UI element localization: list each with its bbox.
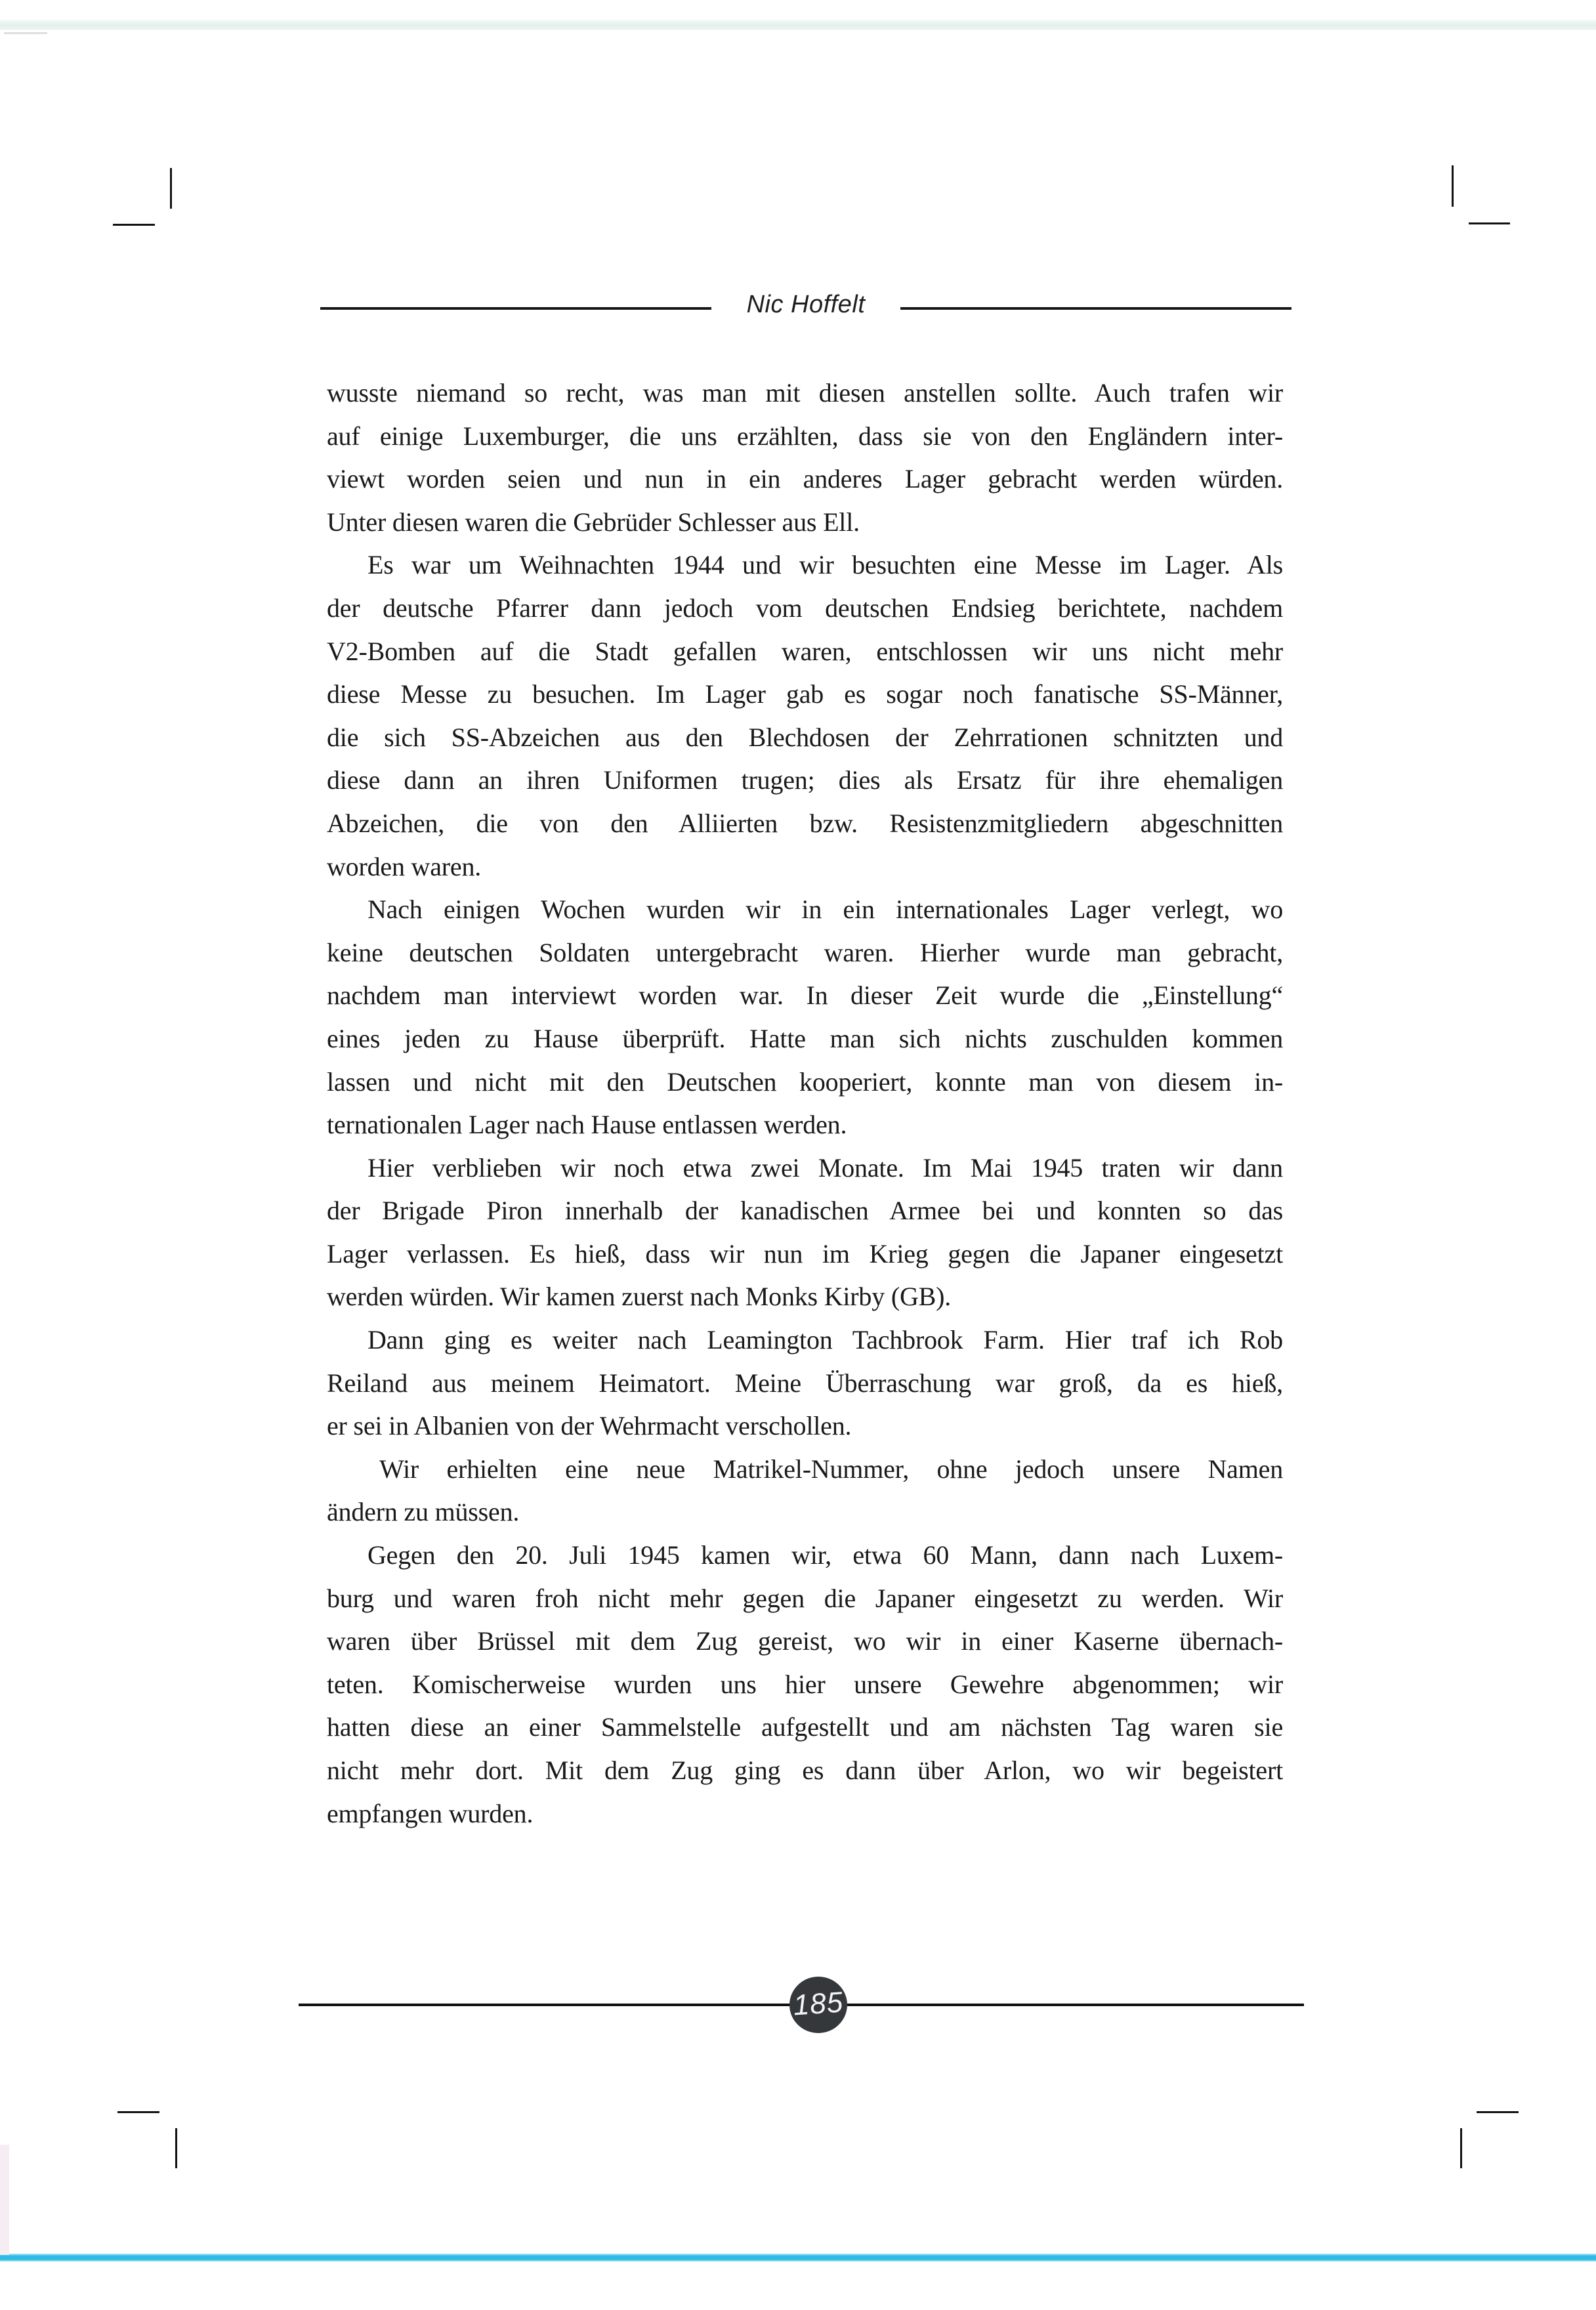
body-line: hatten diese an einer Sammelstelle aufgestellt und am nächsten Tag waren sie: [327, 1712, 1283, 1742]
header-rule-left: [320, 307, 711, 310]
body-line: eines jeden zu Hause überprüft. Hatte man sich nichts zuschulden kommen: [327, 1023, 1283, 1053]
body-line: Wir erhielten eine neue Matrikel-Nummer, ohne jedoch unsere Namen: [379, 1454, 1283, 1484]
crop-mark-top-left-vertical: [170, 168, 172, 209]
running-header-author: Nic Hoffelt: [746, 291, 866, 318]
body-line: wusste niemand so recht, was man mit diesen anstellen sollte. Auch trafen wir: [327, 378, 1283, 408]
body-line: ändern zu müssen.: [327, 1497, 520, 1527]
body-line: burg und waren froh nicht mehr gegen die Japaner eingesetzt zu werden. Wir: [327, 1583, 1283, 1613]
page-number: 185: [792, 1986, 845, 2022]
body-line: lassen und nicht mit den Deutschen kooperiert, konnte man von diesem in-: [327, 1066, 1283, 1097]
body-line: die sich SS-Abzeichen aus den Blechdosen der Zehrrationen schnitzten und: [327, 722, 1283, 752]
body-line: viewt worden seien und nun in ein anderes Lager gebracht werden würden.: [327, 464, 1283, 494]
body-line: Es war um Weihnachten 1944 und wir besuchten eine Messe im Lager. Als: [368, 550, 1283, 580]
crop-mark-bottom-left-horizontal: [117, 2111, 159, 2113]
scan-artifact-pink-smudge: [0, 2145, 9, 2255]
body-line: waren über Brüssel mit dem Zug gereist, wo wir in einer Kaserne übernach-: [327, 1626, 1283, 1656]
body-line: keine deutschen Soldaten untergebracht waren. Hierher wurde man gebracht,: [327, 937, 1283, 967]
page-number-badge: [788, 1975, 849, 2035]
header-rule-right: [900, 307, 1292, 310]
body-line: diese Messe zu besuchen. Im Lager gab es sogar noch fanatische SS-Männer,: [327, 679, 1283, 709]
body-line: Reiland aus meinem Heimatort. Meine Überraschung war groß, da es hieß,: [327, 1368, 1283, 1398]
body-line: auf einige Luxemburger, die uns erzählten, dass sie von den Engländern inter-: [327, 421, 1283, 451]
body-line: werden würden. Wir kamen zuerst nach Monks Kirby (GB).: [327, 1282, 952, 1312]
crop-mark-top-right-horizontal: [1469, 222, 1510, 224]
body-line: diese dann an ihren Uniformen trugen; dies als Ersatz für ihre ehemaligen: [327, 765, 1283, 795]
body-line: er sei in Albanien von der Wehrmacht verschollen.: [327, 1411, 852, 1441]
body-line: Nach einigen Wochen wurden wir in ein internationales Lager verlegt, wo: [368, 894, 1283, 925]
scan-artifact-smudge: [4, 32, 47, 34]
body-line: teten. Komischerweise wurden uns hier unsere Gewehre abgenommen; wir: [327, 1669, 1283, 1699]
body-line: V2-Bomben auf die Stadt gefallen waren, entschlossen wir uns nicht mehr: [327, 636, 1283, 666]
body-line: Lager verlassen. Es hieß, dass wir nun im Krieg gegen die Japaner eingesetzt: [327, 1238, 1283, 1269]
scan-artifact-top-band: [0, 20, 1596, 30]
body-line: nicht mehr dort. Mit dem Zug ging es dann über Arlon, wo wir begeistert: [327, 1755, 1283, 1785]
body-line: Abzeichen, die von den Alliierten bzw. Resistenzmitgliedern abgeschnitten: [327, 808, 1283, 838]
crop-mark-bottom-left-vertical: [175, 2128, 177, 2168]
body-line: worden waren.: [327, 851, 482, 881]
body-line: empfangen wurden.: [327, 1798, 534, 1828]
body-line: Dann ging es weiter nach Leamington Tachbrook Farm. Hier traf ich Rob: [368, 1325, 1283, 1355]
crop-mark-top-left-horizontal: [113, 224, 155, 226]
scan-artifact-bottom-cyan-line: [0, 2254, 1596, 2261]
body-line: Unter diesen waren die Gebrüder Schlesser aus Ell.: [327, 507, 860, 537]
body-line: ternationalen Lager nach Hause entlassen werden.: [327, 1110, 847, 1140]
body-line: nachdem man interviewt worden war. In dieser Zeit wurde die „Einstellung“: [327, 980, 1283, 1011]
body-text: [327, 371, 1283, 1835]
body-line: Gegen den 20. Juli 1945 kamen wir, etwa 60 Mann, dann nach Luxem-: [368, 1540, 1283, 1570]
crop-mark-bottom-right-vertical: [1460, 2128, 1462, 2168]
body-line: der Brigade Piron innerhalb der kanadischen Armee bei und konnten so das: [327, 1196, 1283, 1226]
body-line: Hier verblieben wir noch etwa zwei Monate. Im Mai 1945 traten wir dann: [368, 1152, 1283, 1183]
crop-mark-top-right-vertical: [1452, 165, 1454, 207]
crop-mark-bottom-right-horizontal: [1477, 2111, 1519, 2113]
body-line: der deutsche Pfarrer dann jedoch vom deutschen Endsieg berichtete, nachdem: [327, 593, 1283, 623]
